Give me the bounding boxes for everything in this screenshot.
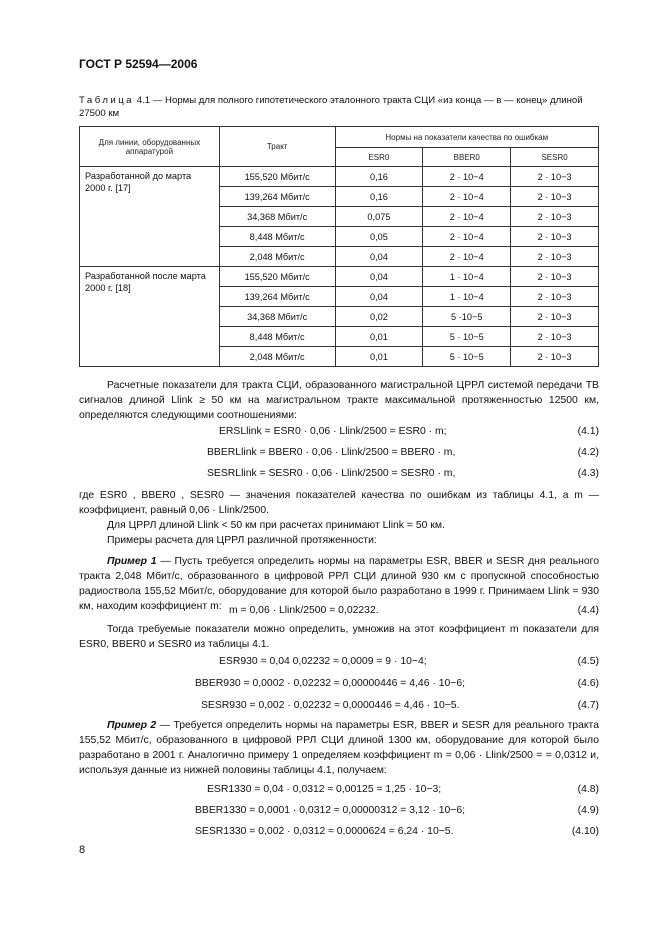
equation-row <box>79 678 599 694</box>
equation-row <box>79 805 599 821</box>
equation: SESR930 = 0,002 · 0,02232 ≈ 0,0000446 = 4,46 · 10−5. <box>201 700 460 711</box>
table-cell: 1 · 10−4 <box>423 267 511 287</box>
table-cell: 155,520 Мбит/с <box>219 167 335 187</box>
example-2-text: — Требуется определить нормы на параметры ESR, BBER и SESR для реального тракта 155,52 Мбит/с, образованного в цифровой РРЛ СЦИ длиной 1300 км, оборудование для которой было разработано в 2001 г. Аналогично примеру 1 определяем коэффициент m = 0,06 · Llink/2500 = = 0,0312 и, используя данные из нижней половины таблицы 4.1, получаем: <box>79 720 599 776</box>
equation: SESRLlink = SESR0 · 0,06 · Llink/2500 = SESR0 · m, <box>207 468 456 479</box>
row-group-label: Разработанной после марта 2000 г. [18] <box>80 267 220 367</box>
table-cell: 2 · 10−3 <box>511 287 599 307</box>
equation: BBER930 = 0,0002 · 0,02232 ≈ 0,00000446 = 4,46 · 10−6; <box>195 678 466 689</box>
header-path: Тракт <box>219 127 335 167</box>
equation-number: (4.9) <box>577 805 599 816</box>
table-cell: 2 · 10−4 <box>423 187 511 207</box>
table-cell: 0,04 <box>335 267 423 287</box>
table-cell: 0,05 <box>335 227 423 247</box>
table-cell: 0,01 <box>335 347 423 367</box>
table-cell: 2 · 10−3 <box>511 327 599 347</box>
table-cell: 0,04 <box>335 287 423 307</box>
table-cell: 2 · 10−3 <box>511 347 599 367</box>
table-cell: 5 ·10−5 <box>423 307 511 327</box>
table-cell: 2 · 10−3 <box>511 187 599 207</box>
table-cell: 0,16 <box>335 167 423 187</box>
equation: SESR1330 = 0,002 · 0,0312 ≈ 0,0000624 = 6,24 · 10−5. <box>195 826 454 837</box>
example-2 <box>79 718 599 778</box>
equation-row <box>79 447 599 463</box>
equation-number: (4.1) <box>577 426 599 437</box>
table-cell: 1 · 10−4 <box>423 287 511 307</box>
table-cell: 139,264 Мбит/с <box>219 287 335 307</box>
equation-number: (4.8) <box>577 784 599 795</box>
table-cell: 0,16 <box>335 187 423 207</box>
table-cell: 155,520 Мбит/с <box>219 267 335 287</box>
table-cell: 2 · 10−3 <box>511 247 599 267</box>
equation-row <box>79 656 599 672</box>
header-norms: Нормы на показатели качества по ошибкам <box>335 127 598 148</box>
table-cell: 0,04 <box>335 247 423 267</box>
table-cell: 2 · 10−4 <box>423 207 511 227</box>
table-cell: 0,075 <box>335 207 423 227</box>
equation-row <box>79 468 599 484</box>
table-cell: 2 · 10−3 <box>511 307 599 327</box>
table-cell: 0,01 <box>335 327 423 347</box>
row-group-label: Разработанной до марта 2000 г. [17] <box>80 167 220 267</box>
header-col: SESR0 <box>511 148 599 167</box>
equation: m = 0,06 · Llink/2500 = 0,02232. <box>229 605 379 616</box>
table-cell: 2 · 10−4 <box>423 167 511 187</box>
table-cell: 8,448 Мбит/с <box>219 227 335 247</box>
equation-number: (4.7) <box>577 700 599 711</box>
paragraph-examples: Примеры расчета для ЦРРЛ различной протяженности: <box>107 535 377 546</box>
equation-number: (4.6) <box>577 678 599 689</box>
table-row <box>80 267 599 287</box>
table-row <box>80 167 599 187</box>
equation: BBER1330 = 0,0001 · 0,0312 ≈ 0,00000312 = 3,12 · 10−6; <box>195 805 466 816</box>
caption-text: 4.1 — Нормы для полного гипотетического эталонного тракта СЦИ «из конца — в — конец» длиной 27500 км <box>79 95 583 119</box>
table-cell: 2,048 Мбит/с <box>219 347 335 367</box>
paragraph-less: Для ЦРРЛ длиной Llink < 50 км при расчетах принимают Llink = 50 км. <box>107 520 445 531</box>
equation: ESR1330 = 0,04 · 0,0312 ≈ 0,00125 = 1,25 · 10−3; <box>207 784 442 795</box>
equation-number: (4.10) <box>571 826 599 837</box>
header-col: BBER0 <box>423 148 511 167</box>
table-cell: 8,448 Мбит/с <box>219 327 335 347</box>
table-cell: 2 · 10−3 <box>511 267 599 287</box>
table-cell: 5 · 10−5 <box>423 327 511 347</box>
header-org: Для линии, оборудованных аппаратурой <box>80 127 220 167</box>
table-cell: 34,368 Мбит/с <box>219 207 335 227</box>
table-cell: 2 · 10−3 <box>511 227 599 247</box>
table-cell: 2,048 Мбит/с <box>219 247 335 267</box>
example-1-label: Пример 1 <box>107 556 157 567</box>
paragraph-where: где ESR0 , BBER0 , SESR0 — значения показателей качества по ошибкам из таблицы 4.1, а m — коэффициент, равный 0,06 · Llink/2500. <box>79 490 599 516</box>
paragraph-then: Тогда требуемые показатели можно определить, умножив на этот коэффициент m показатели для ESR0, BBER0 и SESR0 из таблицы 4.1. <box>79 624 599 650</box>
table-cell: 2 · 10−4 <box>423 247 511 267</box>
equation-row <box>79 700 599 716</box>
table-cell: 2 · 10−4 <box>423 227 511 247</box>
standard-header: ГОСТ Р 52594—2006 <box>79 57 198 71</box>
equation-number: (4.5) <box>577 656 599 667</box>
table-cell: 5 · 10−5 <box>423 347 511 367</box>
equation-number: (4.4) <box>577 605 599 616</box>
equation-row <box>79 605 599 621</box>
equation-number: (4.2) <box>577 447 599 458</box>
example-1-text: — Пусть требуется определить нормы на параметры ESR, BBER и SESR дня реального тракта 2,048 Мбит/с, образованного в цифровой РРЛ СЦИ длиной 930 км с пропускной способностью радиоствола 155,52 Мбит/с, оборудование для которой было разработано в 1999 г. Принимаем Llink = 930 км, находим коэффициент m: <box>79 556 600 612</box>
equation-number: (4.3) <box>577 468 599 479</box>
norms-table <box>79 126 599 367</box>
table-cell: 2 · 10−3 <box>511 207 599 227</box>
equation: ERSLlink = ESR0 · 0,06 · Llink/2500 = ESR0 · m; <box>219 426 447 437</box>
equation: ESR930 = 0,04 0,02232 ≈ 0,0009 = 9 · 10−4; <box>219 656 427 667</box>
caption-label: Таблица <box>79 95 135 106</box>
equation-row <box>79 826 599 842</box>
equation-row <box>79 426 599 442</box>
paragraph-intro: Расчетные показатели для тракта СЦИ, образованного магистральной ЦРРЛ системой передачи ТВ сигналов длиной Llink ≥ 50 км на магистральном тракте максимальной протяженностью 12500 км, определяются следующими соотношениями: <box>79 380 599 421</box>
table-cell: 0,02 <box>335 307 423 327</box>
equation-row <box>79 784 599 800</box>
table-cell: 34,368 Мбит/с <box>219 307 335 327</box>
header-col: ESR0 <box>335 148 423 167</box>
table-caption <box>79 94 599 120</box>
equation: BBERLlink = BBER0 · 0,06 · Llink/2500 = BBER0 · m, <box>207 447 456 458</box>
table-cell: 2 · 10−3 <box>511 167 599 187</box>
example-2-label: Пример 2 <box>107 720 157 731</box>
table-cell: 139,264 Мбит/с <box>219 187 335 207</box>
page-number: 8 <box>79 844 86 856</box>
